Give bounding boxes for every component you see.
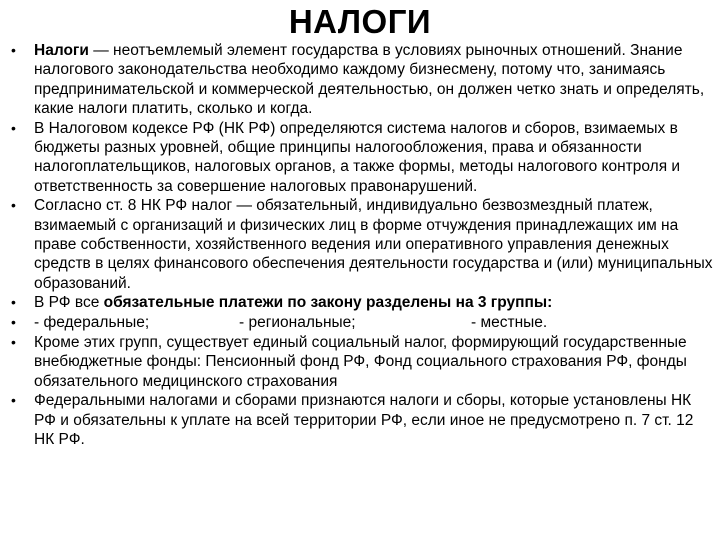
list-item (0, 313, 720, 332)
list-item (0, 119, 720, 196)
group-local: - местные. (471, 314, 548, 332)
bullet-dot-icon: • (11, 197, 16, 214)
bullet-text: Согласно ст. 8 НК РФ налог — обязательный, индивидуально безвозмездный платеж, взимаемый с организаций и физических лиц в форме отчуждения принадлежащих им на праве собственности, хозяйственного ведения или оперативного управления денежных средств в целях финансового обеспечения деятельности государства и (или) муниципальных образований. (34, 197, 713, 292)
list-item (0, 293, 720, 312)
bullet-dot-icon: • (11, 294, 16, 311)
bullet-text: Кроме этих групп, существует единый социальный налог, формирующий государственные внебюджетные фонды: Пенсионный фонд РФ, Фонд социального страхования РФ, фонды обязательного медицинского страхования (34, 333, 687, 390)
bullet-list (0, 41, 720, 450)
list-item (0, 196, 720, 292)
bullet-dot-icon: • (11, 333, 16, 350)
tax-groups (34, 313, 716, 332)
group-federal: - федеральные; (34, 314, 150, 332)
list-item (0, 391, 720, 449)
bullet-dot-icon: • (11, 392, 16, 409)
group-regional: - региональные; (239, 314, 356, 332)
bold-phrase: обязательные платежи по закону разделены на 3 группы: (103, 294, 553, 312)
bullet-text: В Налоговом кодексе РФ (НК РФ) определяются система налогов и сборов, взимаемых в бюджеты разных уровней, общие принципы налогообложения, права и обязанности налогоплательщиков, налоговых органов, а также формы, методы налогового контроля и ответственность за совершение налоговых правонарушений. (34, 119, 681, 195)
bullet-dot-icon: • (11, 42, 16, 58)
bullet-text: Федеральными налогами и сборами признаются налоги и сборы, которые установлены НК РФ и обязательны к уплате на всей территории РФ, если иное не предусмотрено п. 7 ст. 12 НК РФ. (34, 392, 694, 448)
list-item (0, 333, 720, 391)
list-item (0, 41, 720, 118)
page-title: НАЛОГИ (288, 3, 432, 40)
term-bold: Налоги (34, 42, 89, 59)
bullet-text: В РФ все (34, 294, 104, 312)
bullet-dot-icon: • (11, 314, 16, 331)
bullet-text: — неотъемлемый элемент государства в условиях рыночных отношений. Знание налогового законодательства необходимо каждому бизнесмену, потому что, занимаясь предпринимательской и коммерческой деятельностью, он должен четко знать и определять, какие налоги платить, сколько и когда. (34, 42, 705, 117)
bullet-dot-icon: • (11, 119, 16, 136)
